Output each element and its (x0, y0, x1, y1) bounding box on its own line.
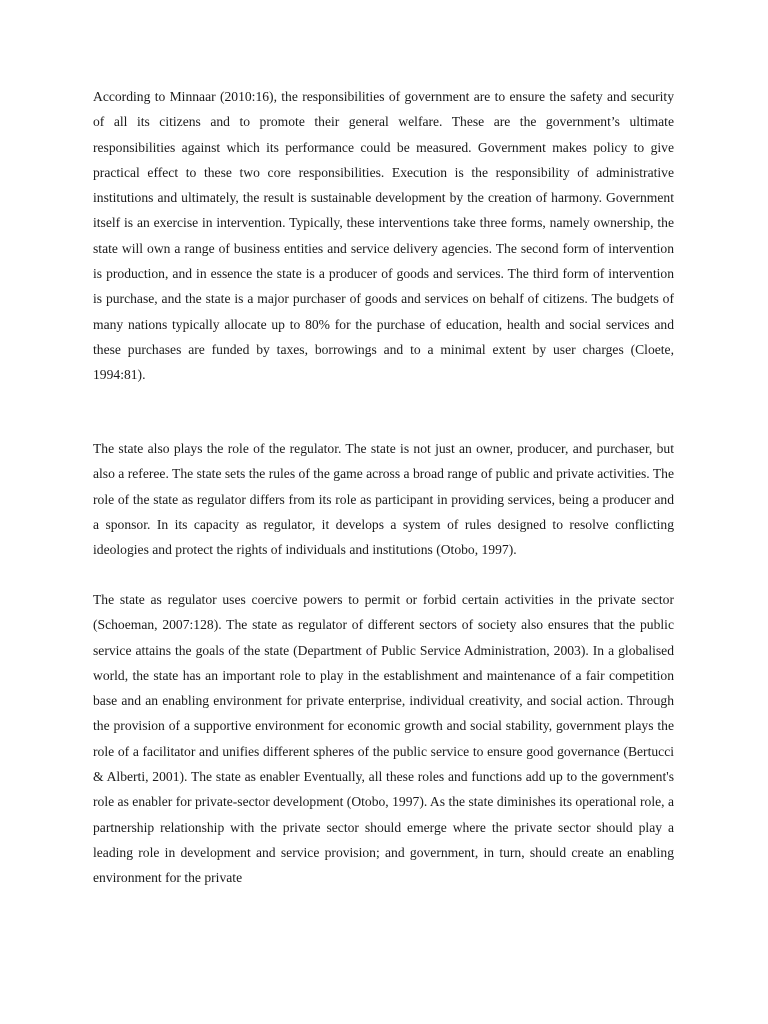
paragraph-government-responsibilities: According to Minnaar (2010:16), the responsibilities of government are to ensure the safety and security of all its citizens and to promote their general welfare. These are the government’s ultimate responsibilities against which its performance could be measured. Government makes policy to give practical effect to these two core responsibilities. Execution is the responsibility of administrative institutions and ultimately, the result is sustainable development by the creation of harmony. Government itself is an exercise in intervention. Typically, these interventions take three forms, namely ownership, the state will own a range of business entities and service delivery agencies. The second form of intervention is production, and in essence the state is a producer of goods and services. The third form of intervention is purchase, and the state is a major purchaser of goods and services on behalf of citizens. The budgets of many nations typically allocate up to 80% for the purchase of education, health and social services and these purchases are funded by taxes, borrowings and to a minimal extent by user charges (Cloete, 1994:81). (93, 89, 674, 383)
paragraph-coercive-powers-enabler: The state as regulator uses coercive powers to permit or forbid certain activities in the private sector (Schoeman, 2007:128). The state as regulator of different sectors of society also ensures that the public service attains the goals of the state (Department of Public Service Administration, 2003). In a globalised world, the state has an important role to play in the establishment and maintenance of a fair competition base and an enabling environment for private enterprise, individual creativity, and social action. Through the provision of a supportive environment for economic growth and social stability, government plays the role of a facilitator and unifies different spheres of the public service to ensure good governance (Bertucci & Alberti, 2001). The state as enabler Eventually, all these roles and functions add up to the government's role as enabler for private-sector development (Otobo, 1997). As the state diminishes its operational role, a partnership relationship with the private sector should emerge where the private sector should play a leading role in development and service provision; and government, in turn, should create an enabling environment for the private (93, 592, 674, 886)
paragraph-state-as-regulator: The state also plays the role of the regulator. The state is not just an owner, producer, and purchaser, but also a referee. The state sets the rules of the game across a broad range of public and private activities. The role of the state as regulator differs from its role as participant in providing services, being a producer and a sponsor. In its capacity as regulator, it develops a system of rules designed to resolve conflicting ideologies and protect the rights of individuals and institutions (Otobo, 1997). (93, 441, 674, 558)
